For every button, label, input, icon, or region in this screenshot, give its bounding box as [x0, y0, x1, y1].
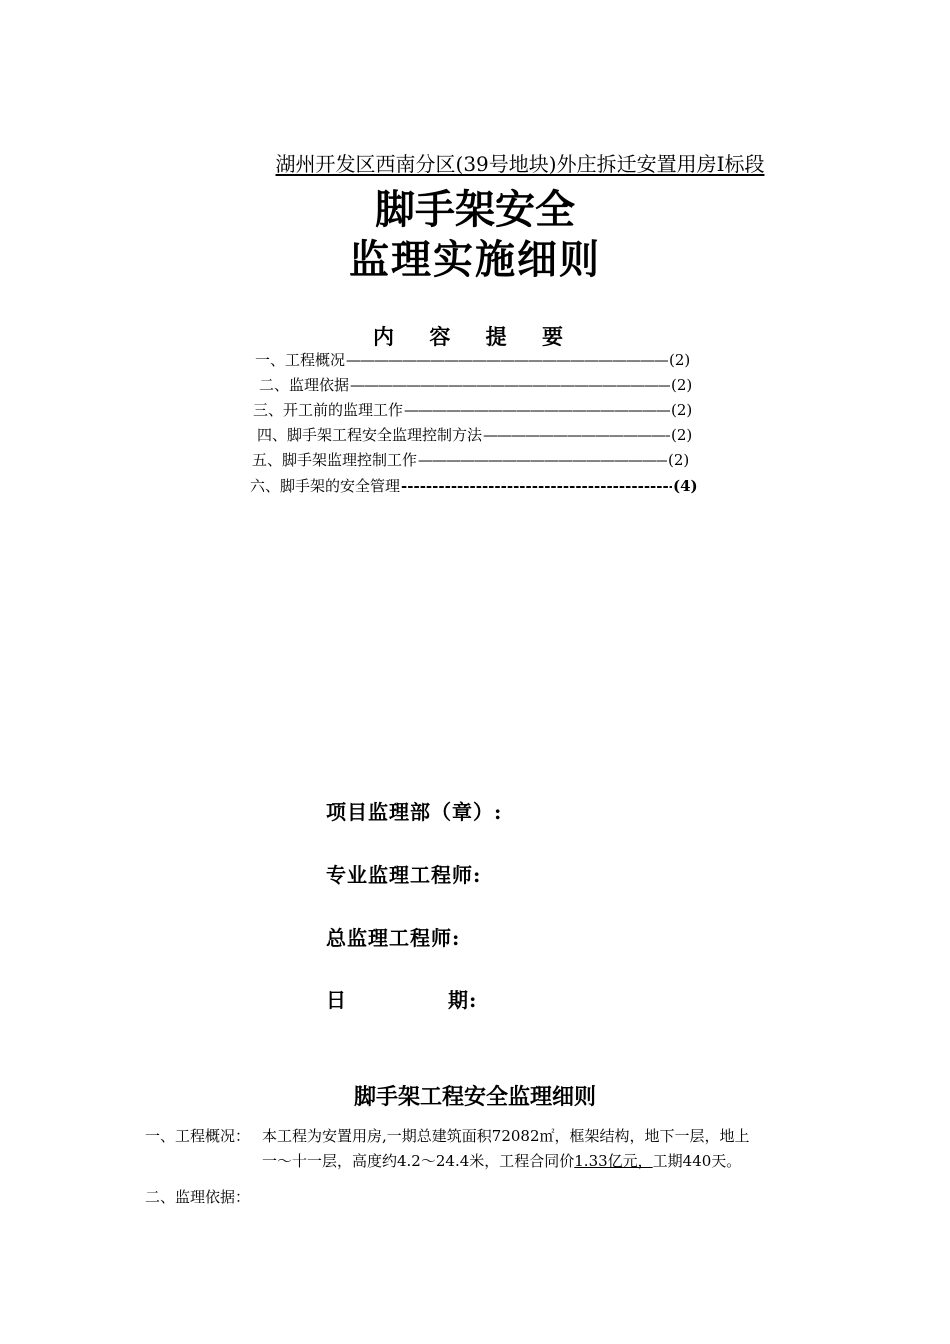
- toc-leader: [401, 476, 672, 496]
- toc-item: [250, 476, 697, 496]
- sig-dept-label: 项目监理部（章）:: [326, 800, 503, 824]
- toc-item-page: (2): [671, 426, 693, 444]
- toc-item-label: 二、监理依据: [259, 376, 350, 394]
- toc-item: [252, 450, 692, 470]
- sig-date-label-left: 日: [326, 988, 347, 1012]
- contract-price: 1.33亿元，: [574, 1152, 653, 1170]
- toc-leader: [483, 425, 670, 445]
- toc-item-page: (2): [671, 376, 693, 394]
- toc-item-label: 四、脚手架工程安全监理控制方法: [257, 426, 483, 444]
- toc-item-label: 一、工程概况: [255, 351, 346, 369]
- toc-item-page: (4): [673, 477, 698, 495]
- document-title-line2: 监理实施细则: [349, 236, 601, 283]
- toc-item-label: 五、脚手架监理控制工作: [252, 451, 418, 469]
- sig-chief-label: 总监理工程师:: [326, 926, 461, 950]
- toc-item-page: (2): [669, 351, 691, 369]
- document-title-line1: 脚手架安全: [375, 186, 575, 233]
- toc-item-label: 三、开工前的监理工作: [253, 401, 404, 419]
- overview-duration: 工期440天。: [652, 1152, 742, 1170]
- project-name: 湖州开发区西南分区(39号地块)外庄拆迁安置用房Ⅰ标段: [275, 152, 765, 176]
- overview-line2: [262, 1150, 741, 1171]
- sig-engineer-label: 专业监理工程师:: [326, 863, 482, 887]
- toc-item: [259, 375, 695, 395]
- toc-item: [255, 350, 693, 370]
- toc-heading: 内 容 提 要: [373, 324, 577, 349]
- toc-item-page: (2): [668, 451, 690, 469]
- toc-item-page: (2): [671, 401, 693, 419]
- toc-leader: [350, 375, 670, 395]
- toc-item: [253, 400, 695, 420]
- toc-leader: [346, 350, 668, 370]
- overview-text: 一～十一层，高度约4.2～24.4米，工程合同价: [262, 1152, 575, 1170]
- sig-date-label-right: 期:: [448, 988, 478, 1012]
- toc-leader: [418, 450, 667, 470]
- overview-label: 一、工程概况：: [145, 1127, 251, 1145]
- toc-leader: [404, 400, 670, 420]
- toc-item-label: 六、脚手架的安全管理: [250, 477, 401, 495]
- basis-label: 二、监理依据：: [145, 1188, 251, 1206]
- overview-line1: 本工程为安置用房,一期总建筑面积72082㎡，框架结构，地下一层，地上: [262, 1127, 750, 1145]
- section-title: 脚手架工程安全监理细则: [353, 1084, 596, 1110]
- toc-item: [257, 425, 695, 445]
